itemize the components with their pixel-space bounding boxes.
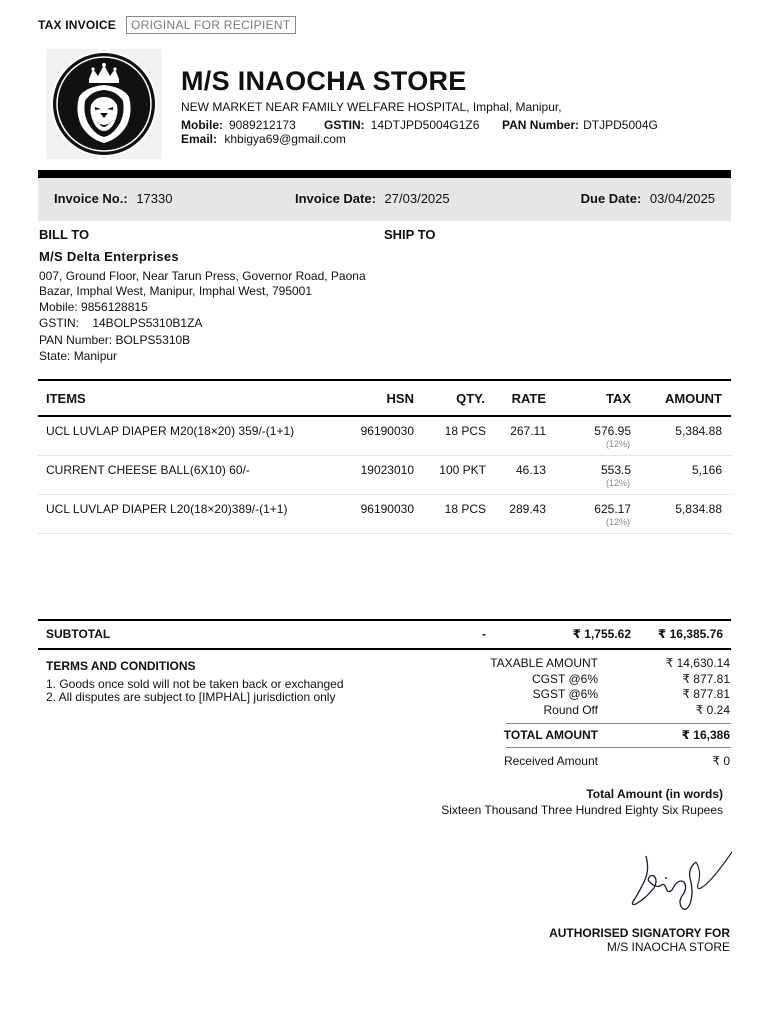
taxable-amount-value: ₹ 14,630.14 <box>665 656 730 670</box>
original-badge: ORIGINAL FOR RECIPIENT <box>126 16 296 34</box>
item-tax-rate: (12%) <box>605 439 630 449</box>
store-email-value: khbigya69@gmail.com <box>224 132 346 146</box>
table-row <box>38 495 731 534</box>
customer-mobile: Mobile: 9856128815 <box>39 300 148 314</box>
invoice-number-label: Invoice No.: <box>54 191 128 206</box>
lion-logo-graphic <box>49 49 159 159</box>
col-items: ITEMS <box>46 391 86 406</box>
item-tax-rate: (12%) <box>605 517 630 527</box>
received-amount-label: Received Amount <box>503 754 598 768</box>
item-name: CURRENT CHEESE BALL(6X10) 60/- <box>46 463 250 477</box>
items-table-header <box>38 379 731 417</box>
store-gstin <box>324 118 502 132</box>
item-rate: 46.13 <box>515 463 546 477</box>
store-mobile-label: Mobile: <box>181 118 223 132</box>
store-contact-line <box>181 118 658 132</box>
col-amount: AMOUNT <box>664 391 722 406</box>
customer-pan: PAN Number: BOLPS5310B <box>39 333 191 347</box>
subtotal-qty: - <box>482 627 486 641</box>
subtotal-label: SUBTOTAL <box>46 627 111 641</box>
item-tax: 576.95 <box>594 424 631 438</box>
due-date-label: Due Date: <box>580 191 642 206</box>
taxable-amount-label: TAXABLE AMOUNT <box>490 656 598 670</box>
lion-logo-icon <box>46 49 162 159</box>
document-header <box>38 16 296 34</box>
due-date <box>581 191 715 206</box>
customer-name: M/S Delta Enterprises <box>39 249 179 264</box>
col-tax: TAX <box>605 391 631 406</box>
item-amount: 5,384.88 <box>675 424 722 438</box>
due-date-value: 03/04/2025 <box>649 191 715 206</box>
customer-state: State: Manipur <box>39 349 118 363</box>
document-title: TAX INVOICE <box>38 18 116 32</box>
item-qty: 18 PCS <box>444 424 486 438</box>
store-pan-value: DTJPD5004G <box>583 118 658 132</box>
items-table <box>38 379 731 534</box>
table-row <box>38 417 731 456</box>
terms-line: 1. Goods once sold will not be taken back or exchanged <box>46 677 344 691</box>
total-amount-label: TOTAL AMOUNT <box>503 728 598 742</box>
subtotal-amount: ₹ 16,385.76 <box>657 627 723 641</box>
col-rate: RATE <box>511 391 546 406</box>
item-qty: 100 PKT <box>439 463 486 477</box>
summary-divider <box>506 723 731 724</box>
item-name: UCL LUVLAP DIAPER L20(18×20)389/-(1+1) <box>46 502 288 516</box>
item-tax: 553.5 <box>600 463 631 477</box>
handwritten-signature <box>624 848 736 914</box>
customer-address: 007, Ground Floor, Near Tarun Press, Governor Road, Paona Bazar, Imphal West, Manipur, Imphal West, 795001 <box>39 269 366 298</box>
ship-to-heading: SHIP TO <box>384 227 436 242</box>
item-rate: 289.43 <box>509 502 546 516</box>
store-email-label: Email: <box>181 132 218 146</box>
store-pan <box>502 118 658 132</box>
cgst-value: ₹ 877.81 <box>682 672 730 686</box>
store-address: NEW MARKET NEAR FAMILY WELFARE HOSPITAL, Imphal, Manipur, <box>181 100 562 114</box>
store-name: M/S INAOCHA STORE <box>181 66 467 96</box>
store-email <box>181 132 346 146</box>
invoice-number-value: 17330 <box>136 191 173 206</box>
total-amount-value: ₹ 16,386 <box>681 728 730 742</box>
round-off-label: Round Off <box>543 703 598 717</box>
item-hsn: 96190030 <box>360 502 414 516</box>
customer-gstin: GSTIN: 14BOLPS5310B1ZA <box>39 316 203 330</box>
amount-in-words-value: Sixteen Thousand Three Hundred Eighty Six Rupees <box>441 803 723 817</box>
invoice-date-label: Invoice Date: <box>295 191 376 206</box>
store-gstin-value: 14DTJPD5004G1Z6 <box>370 118 480 132</box>
received-amount-value: ₹ 0 <box>712 754 730 768</box>
item-amount: 5,834.88 <box>675 502 722 516</box>
item-tax: 625.17 <box>594 502 631 516</box>
store-mobile <box>181 118 324 132</box>
sgst-value: ₹ 877.81 <box>682 687 730 701</box>
invoice-date-value: 27/03/2025 <box>384 191 450 206</box>
summary-divider <box>506 747 731 748</box>
terms-heading: TERMS AND CONDITIONS <box>46 659 196 673</box>
invoice-info-band <box>38 178 731 221</box>
item-tax-rate: (12%) <box>605 478 630 488</box>
round-off-value: ₹ 0.24 <box>695 703 730 717</box>
item-hsn: 19023010 <box>360 463 414 477</box>
terms-line: 2. All disputes are subject to [IMPHAL] jurisdiction only <box>46 690 336 704</box>
item-amount: 5,166 <box>691 463 722 477</box>
sgst-label: SGST @6% <box>532 687 598 701</box>
item-qty: 18 PCS <box>444 502 486 516</box>
item-name: UCL LUVLAP DIAPER M20(18×20) 359/-(1+1) <box>46 424 295 438</box>
cgst-label: CGST @6% <box>532 672 598 686</box>
col-qty: QTY. <box>456 391 485 406</box>
subtotal-tax: ₹ 1,755.62 <box>572 627 631 641</box>
amount-in-words-heading: Total Amount (in words) <box>586 787 723 801</box>
item-rate: 267.11 <box>510 424 546 438</box>
invoice-number <box>54 191 172 206</box>
table-row <box>38 456 731 495</box>
header-divider <box>38 170 731 178</box>
store-mobile-value: 9089212173 <box>229 118 296 132</box>
invoice-date <box>295 191 450 206</box>
store-pan-label: PAN Number: <box>502 118 580 132</box>
bill-to-heading: BILL TO <box>39 227 90 242</box>
item-hsn: 96190030 <box>360 424 414 438</box>
subtotal-row <box>38 619 731 650</box>
authorised-signatory-name: M/S INAOCHA STORE <box>606 940 730 954</box>
authorised-signatory-heading: AUTHORISED SIGNATORY FOR <box>549 926 730 940</box>
store-gstin-label: GSTIN: <box>324 118 365 132</box>
col-hsn: HSN <box>386 391 414 406</box>
